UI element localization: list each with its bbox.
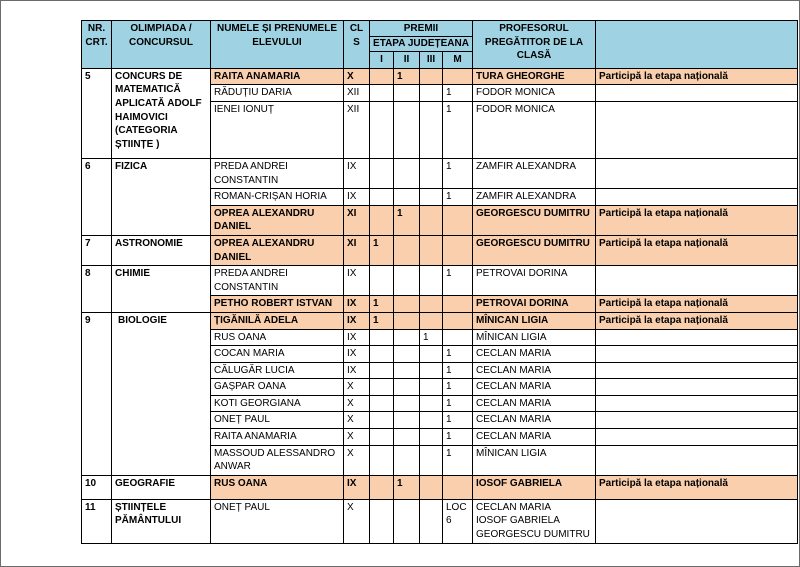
- prize-3-cell: [420, 235, 443, 265]
- prize-2-cell: [394, 101, 420, 158]
- mention-cell: 1: [443, 158, 473, 188]
- row-nr: 9: [82, 312, 112, 475]
- header-nume: NUMELE ȘI PRENUMELE ELEVULUI: [211, 21, 344, 69]
- mention-cell: [443, 475, 473, 499]
- row-olimpiada: ȘTIINȚELE PĂMÂNTULUI: [112, 499, 211, 543]
- note-cell: [596, 329, 798, 346]
- table-row: [82, 235, 798, 265]
- mention-cell: 1: [443, 189, 473, 206]
- class-cell: IX: [344, 296, 370, 313]
- mention-cell: LOC 6: [443, 499, 473, 543]
- class-cell: X: [344, 429, 370, 446]
- teacher-name: PETROVAI DORINA: [473, 296, 596, 313]
- prize-2-cell: [394, 235, 420, 265]
- teacher-name: GEORGESCU DUMITRU: [473, 205, 596, 235]
- note-cell: Participă la etapa națională: [596, 235, 798, 265]
- prize-1-cell: [370, 499, 394, 543]
- student-name: COCAN MARIA: [211, 346, 344, 363]
- prize-2-cell: [394, 346, 420, 363]
- teacher-name: TURA GHEORGHE: [473, 68, 596, 85]
- teacher-name: ZAMFIR ALEXANDRA: [473, 189, 596, 206]
- prize-2-cell: [394, 266, 420, 296]
- prize-3-cell: [420, 189, 443, 206]
- note-cell: [596, 101, 798, 158]
- note-cell: [596, 429, 798, 446]
- prize-3-cell: [420, 101, 443, 158]
- header-profesor: PROFESORUL PREGĂTITOR DE LA CLASĂ: [473, 21, 596, 69]
- prize-2-cell: 1: [394, 475, 420, 499]
- prize-3-cell: [420, 68, 443, 85]
- mention-cell: 1: [443, 379, 473, 396]
- row-nr: 8: [82, 266, 112, 313]
- student-name: ROMAN-CRIȘAN HORIA: [211, 189, 344, 206]
- note-cell: Participă la etapa națională: [596, 475, 798, 499]
- note-cell: [596, 445, 798, 475]
- mention-cell: 1: [443, 266, 473, 296]
- class-cell: XI: [344, 235, 370, 265]
- prize-1-cell: [370, 346, 394, 363]
- row-nr: 11: [82, 499, 112, 543]
- student-name: OPREA ALEXANDRU DANIEL: [211, 235, 344, 265]
- teacher-name: CECLAN MARIA: [473, 412, 596, 429]
- prize-1-cell: 1: [370, 296, 394, 313]
- header-observatii: [596, 21, 798, 69]
- teacher-name: MÎNICAN LIGIA: [473, 329, 596, 346]
- prize-2-cell: [394, 158, 420, 188]
- row-nr: 6: [82, 158, 112, 235]
- mention-cell: [443, 235, 473, 265]
- note-cell: Participă la etapa națională: [596, 205, 798, 235]
- student-name: ONEȚ PAUL: [211, 412, 344, 429]
- mention-cell: [443, 205, 473, 235]
- mention-cell: 1: [443, 101, 473, 158]
- class-cell: IX: [344, 189, 370, 206]
- mention-cell: [443, 296, 473, 313]
- prize-2-cell: [394, 499, 420, 543]
- table-row: [82, 312, 798, 329]
- student-name: MASSOUD ALESSANDRO ANWAR: [211, 445, 344, 475]
- header-premiu-3: III: [420, 52, 443, 69]
- class-cell: X: [344, 68, 370, 85]
- prize-2-cell: [394, 296, 420, 313]
- header-clasa: CL S: [344, 21, 370, 69]
- prize-1-cell: [370, 412, 394, 429]
- class-cell: IX: [344, 266, 370, 296]
- note-cell: [596, 346, 798, 363]
- mention-cell: 1: [443, 362, 473, 379]
- prize-1-cell: [370, 395, 394, 412]
- student-name: GAȘPAR OANA: [211, 379, 344, 396]
- student-name: CĂLUGĂR LUCIA: [211, 362, 344, 379]
- row-nr: 10: [82, 475, 112, 499]
- header-nr: NR. CRT.: [82, 21, 112, 69]
- teacher-name: MÎNICAN LIGIA: [473, 312, 596, 329]
- mention-cell: 1: [443, 346, 473, 363]
- teacher-name: CECLAN MARIA: [476, 501, 552, 513]
- header-premii-label: PREMII: [403, 23, 439, 34]
- note-cell: Participă la etapa națională: [596, 296, 798, 313]
- class-cell: XII: [344, 85, 370, 102]
- teacher-name: CECLAN MARIA: [473, 395, 596, 412]
- prize-2-cell: 1: [394, 68, 420, 85]
- class-cell: IX: [344, 158, 370, 188]
- prize-3-cell: [420, 429, 443, 446]
- teacher-name: GEORGESCU DUMITRU: [473, 235, 596, 265]
- teacher-name: GEORGESCU DUMITRU: [476, 529, 590, 541]
- prize-3-cell: [420, 205, 443, 235]
- row-nr: 5: [82, 68, 112, 158]
- table-row: [82, 68, 798, 85]
- prize-3-cell: [420, 445, 443, 475]
- note-cell: Participă la etapa națională: [596, 68, 798, 85]
- row-olimpiada: CONCURS DE MATEMATICĂ APLICATĂ ADOLF HAIMOVICI (CATEGORIA ȘTIINȚE ): [112, 68, 211, 158]
- note-cell: [596, 189, 798, 206]
- table-row: [82, 499, 798, 543]
- mention-cell: 1: [443, 395, 473, 412]
- student-name: IENEI IONUȚ: [211, 101, 344, 158]
- prize-3-cell: [420, 475, 443, 499]
- prize-3-cell: [420, 312, 443, 329]
- mention-cell: 1: [443, 445, 473, 475]
- teacher-name: CECLAN MARIA: [473, 429, 596, 446]
- student-name: RAITA ANAMARIA: [211, 68, 344, 85]
- prize-2-cell: 1: [394, 205, 420, 235]
- student-name: OPREA ALEXANDRU DANIEL: [211, 205, 344, 235]
- prize-1-cell: [370, 205, 394, 235]
- prize-1-cell: [370, 158, 394, 188]
- header-premii: [370, 21, 473, 52]
- mention-cell: [443, 329, 473, 346]
- teacher-name: CECLAN MARIA: [473, 346, 596, 363]
- student-name: PREDA ANDREI CONSTANTIN: [211, 158, 344, 188]
- prize-3-cell: [420, 158, 443, 188]
- prize-2-cell: [394, 312, 420, 329]
- teacher-name: FODOR MONICA: [473, 101, 596, 158]
- student-name: RUS OANA: [211, 329, 344, 346]
- prize-3-cell: [420, 379, 443, 396]
- class-cell: XII: [344, 101, 370, 158]
- prize-3-cell: [420, 362, 443, 379]
- teacher-name: ZAMFIR ALEXANDRA: [473, 158, 596, 188]
- prize-3-cell: [420, 296, 443, 313]
- teacher-name: IOSOF GABRIELA: [473, 475, 596, 499]
- table-row: [82, 266, 798, 296]
- prize-1-cell: [370, 85, 394, 102]
- student-name: PREDA ANDREI CONSTANTIN: [211, 266, 344, 296]
- teacher-name: CECLAN MARIA: [473, 379, 596, 396]
- prize-1-cell: 1: [370, 235, 394, 265]
- teacher-name: MÎNICAN LIGIA: [473, 445, 596, 475]
- note-cell: [596, 379, 798, 396]
- mention-cell: [443, 312, 473, 329]
- row-olimpiada: CHIMIE: [112, 266, 211, 313]
- student-name: ȚIGĂNILĂ ADELA: [211, 312, 344, 329]
- note-cell: Participă la etapa națională: [596, 312, 798, 329]
- teacher-names: [473, 499, 596, 543]
- note-cell: [596, 158, 798, 188]
- note-cell: [596, 395, 798, 412]
- prize-2-cell: [394, 412, 420, 429]
- class-cell: XI: [344, 205, 370, 235]
- table-row: [82, 475, 798, 499]
- row-olimpiada: FIZICA: [112, 158, 211, 235]
- prize-1-cell: [370, 101, 394, 158]
- prize-3-cell: [420, 412, 443, 429]
- student-name: KOTI GEORGIANA: [211, 395, 344, 412]
- prize-1-cell: [370, 68, 394, 85]
- prize-1-cell: 1: [370, 312, 394, 329]
- class-cell: X: [344, 412, 370, 429]
- prize-3-cell: [420, 266, 443, 296]
- header-premiu-1: I: [370, 52, 394, 69]
- prize-1-cell: [370, 445, 394, 475]
- prize-3-cell: [420, 85, 443, 102]
- student-name: RUS OANA: [211, 475, 344, 499]
- note-cell: [596, 266, 798, 296]
- prize-2-cell: [394, 379, 420, 396]
- header-premiu-2: II: [394, 52, 420, 69]
- teacher-name: FODOR MONICA: [473, 85, 596, 102]
- mention-cell: 1: [443, 85, 473, 102]
- row-olimpiada: ASTRONOMIE: [112, 235, 211, 265]
- header-olimpiada: OLIMPIADA / CONCURSUL: [112, 21, 211, 69]
- class-cell: X: [344, 445, 370, 475]
- header-etapa-label: ETAPA JUDEȚEANA: [370, 36, 472, 51]
- class-cell: X: [344, 379, 370, 396]
- student-name: ONEȚ PAUL: [211, 499, 344, 543]
- prize-1-cell: [370, 362, 394, 379]
- prize-1-cell: [370, 329, 394, 346]
- mention-cell: 1: [443, 412, 473, 429]
- prize-1-cell: [370, 189, 394, 206]
- note-cell: [596, 85, 798, 102]
- prize-3-cell: [420, 395, 443, 412]
- teacher-name: CECLAN MARIA: [473, 362, 596, 379]
- table-row: [82, 158, 798, 188]
- results-table: [81, 20, 798, 544]
- class-cell: X: [344, 499, 370, 543]
- student-name: RĂDUȚIU DARIA: [211, 85, 344, 102]
- class-cell: IX: [344, 329, 370, 346]
- student-name: RAITA ANAMARIA: [211, 429, 344, 446]
- note-cell: [596, 362, 798, 379]
- prize-2-cell: [394, 85, 420, 102]
- prize-1-cell: [370, 475, 394, 499]
- prize-1-cell: [370, 379, 394, 396]
- prize-2-cell: [394, 445, 420, 475]
- student-name: PETHO ROBERT ISTVAN: [211, 296, 344, 313]
- prize-2-cell: [394, 395, 420, 412]
- row-olimpiada: BIOLOGIE: [112, 312, 211, 475]
- prize-3-cell: 1: [420, 329, 443, 346]
- prize-2-cell: [394, 189, 420, 206]
- class-cell: IX: [344, 475, 370, 499]
- note-cell: [596, 499, 798, 543]
- prize-2-cell: [394, 329, 420, 346]
- prize-2-cell: [394, 429, 420, 446]
- prize-3-cell: [420, 346, 443, 363]
- class-cell: IX: [344, 346, 370, 363]
- mention-cell: 1: [443, 429, 473, 446]
- mention-cell: [443, 68, 473, 85]
- teacher-name: IOSOF GABRIELA: [476, 515, 560, 527]
- header-mentiune: M: [443, 52, 473, 69]
- prize-3-cell: [420, 499, 443, 543]
- prize-1-cell: [370, 266, 394, 296]
- row-nr: 7: [82, 235, 112, 265]
- class-cell: X: [344, 395, 370, 412]
- note-cell: [596, 412, 798, 429]
- class-cell: IX: [344, 362, 370, 379]
- row-olimpiada: GEOGRAFIE: [112, 475, 211, 499]
- prize-1-cell: [370, 429, 394, 446]
- prize-2-cell: [394, 362, 420, 379]
- teacher-name: PETROVAI DORINA: [473, 266, 596, 296]
- class-cell: IX: [344, 312, 370, 329]
